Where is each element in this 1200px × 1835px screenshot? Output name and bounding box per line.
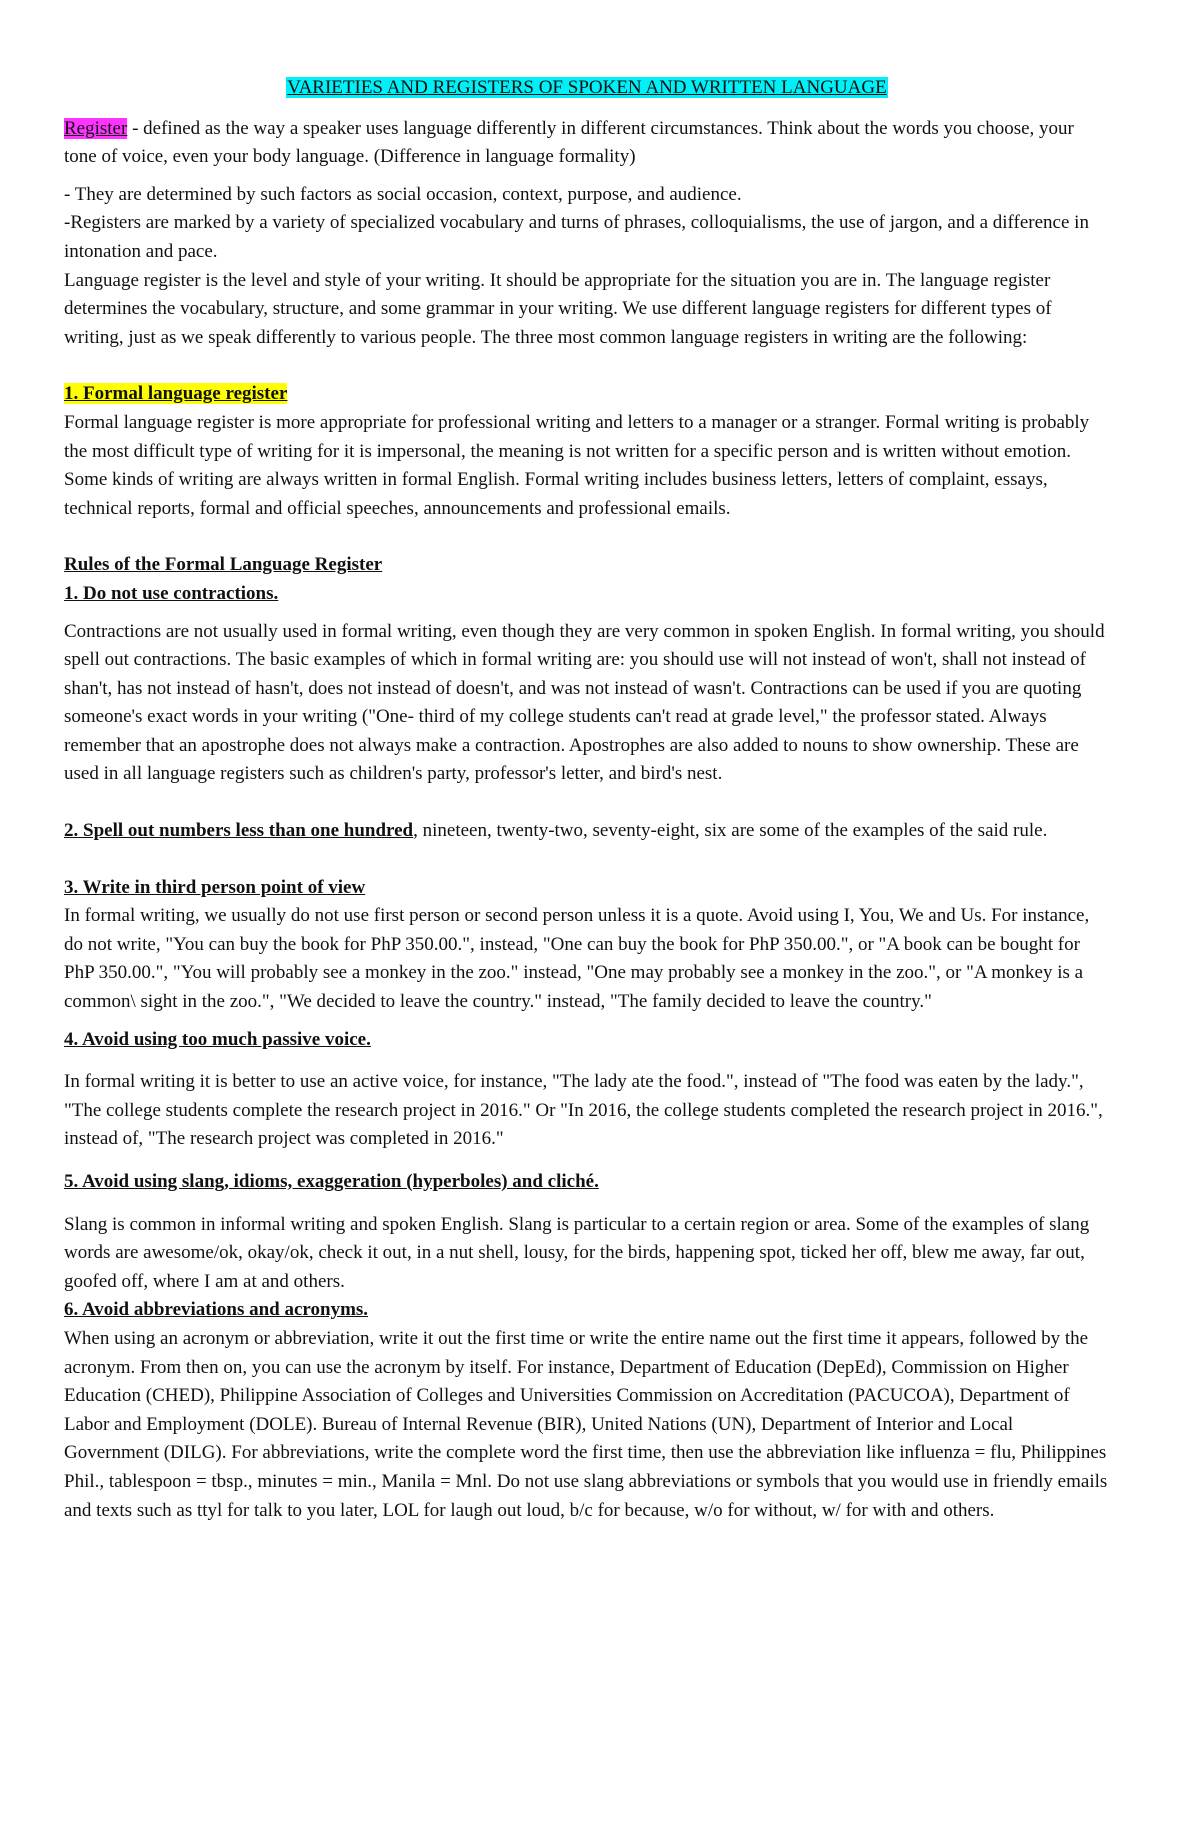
- register-definition: [64, 115, 1110, 172]
- rule2-paragraph: [64, 817, 1110, 846]
- intro-paragraph: Language register is the level and style of your writing. It should be appropriate for the situation you are in. The language register determines the vocabulary, structure, and some grammar in your writing. We use different language registers for different types of writing, just as we speak differently to various people. The three most common language registers in writing are the following:: [64, 269, 1052, 348]
- rule4-body: In formal writing it is better to use an active voice, for instance, "The lady ate the food.", instead of "The food was eaten by the lady.", "The college students complete the research project in 2016." Or "In 2016, the college students completed the research project in 2016.", instead of, "The research project was completed in 2016.": [64, 1071, 1103, 1150]
- rule1-heading: 1. Do not use contractions.: [64, 582, 279, 604]
- rule6-body: When using an acronym or abbreviation, write it out the first time or write the entire name out the first time it appears, followed by the acronym. From then on, you can use the acronym by itself. For instance, Department of Education (DepEd), Commission on Higher Education (CHED), Philippine Association of Colleges and Universities Commission on Accreditation (PACUCOA), Department of Labor and Employment (DOLE). Bureau of Internal Revenue (BIR), United Nations (UN), Department of Interior and Local Government (DILG). For abbreviations, write the complete word the first time, then use the abbreviation like influenza = flu, Philippines Phil., tablespoon = tbsp., minutes = min., Manila = Mnl. Do not use slang abbreviations or symbols that you would use in friendly emails and texts such as ttyl for talk to you later, LOL for laugh out loud, b/c for because, w/o for without, w/ for with and others.: [64, 1327, 1108, 1521]
- rule2-body: , nineteen, twenty-two, seventy-eight, six are some of the examples of the said rule.: [413, 820, 1048, 842]
- rule2-heading: 2. Spell out numbers less than one hundred: [64, 820, 414, 842]
- register-term: Register: [64, 117, 128, 139]
- rule1-body: Contractions are not usually used in formal writing, even though they are very common in spoken English. In formal writing, you should spell out contractions. The basic examples of which in formal writing are: you should use will not instead of won't, shall not instead of shan't, has not instead of hasn't, does not instead of doesn't, and was not instead of wasn't. Contractions can be used if you are quoting someone's exact words in your writing ("One- third of my college students can't read at grade level," the professor stated. Always remember that an apostrophe does not always make a contraction. Apostrophes are also added to nouns to show ownership. These are used in all language registers such as children's party, professor's letter, and bird's nest.: [64, 620, 1105, 785]
- rule4-heading: 4. Avoid using too much passive voice.: [64, 1028, 371, 1050]
- rule3-body: In formal writing, we usually do not use first person or second person unless it is a quote. Avoid using I, You, We and Us. For instance, do not write, "You can buy the book for PhP 350.00.", instead, "One can buy the book for PhP 350.00.", or "A book can be bought for PhP 350.00.", "You will probably see a monkey in the zoo." instead, "One may probably see a monkey in the zoo.", or "A monkey is a common\ sight in the zoo.", "We decided to leave the country." instead, "The family decided to leave the country.": [64, 905, 1090, 1013]
- title-block: [64, 74, 1110, 103]
- intro-bullet-1: - They are determined by such factors as social occasion, context, purpose, and audience.: [64, 183, 742, 205]
- intro-bullet-2: -Registers are marked by a variety of specialized vocabulary and turns of phrases, colloquialisms, the use of jargon, and a difference in intonation and pace.: [64, 212, 1089, 262]
- formal-heading: 1. Formal language register: [64, 383, 288, 405]
- formal-body: Formal language register is more appropriate for professional writing and letters to a manager or a stranger. Formal writing is probably the most difficult type of writing for it is impersonal, the meaning is not written for a specific person and is written without emotion. Some kinds of writing are always written in formal English. Formal writing includes business letters, letters of complaint, essays, technical reports, formal and official speeches, announcements and professional emails.: [64, 411, 1090, 519]
- rule3-heading: 3. Write in third person point of view: [64, 876, 366, 898]
- register-definition-text: - defined as the way a speaker uses language differently in different circumstances. Think about the words you choose, your tone of voice, even your body language. (Difference in language formality): [64, 117, 1074, 168]
- document-title: VARIETIES AND REGISTERS OF SPOKEN AND WRITTEN LANGUAGE: [287, 77, 887, 98]
- rule5-heading: 5. Avoid using slang, idioms, exaggeration (hyperboles) and cliché.: [64, 1171, 599, 1192]
- rule5-body: Slang is common in informal writing and spoken English. Slang is particular to a certain region or area. Some of the examples of slang words are awesome/ok, okay/ok, check it out, in a nut shell, lousy, for the birds, happening spot, ticked her off, blew me away, far out, goofed off, where I am at and others.: [64, 1213, 1090, 1292]
- rules-heading: Rules of the Formal Language Register: [64, 554, 383, 576]
- formal-heading-line: [64, 380, 1110, 409]
- rule6-heading: 6. Avoid abbreviations and acronyms.: [64, 1299, 369, 1321]
